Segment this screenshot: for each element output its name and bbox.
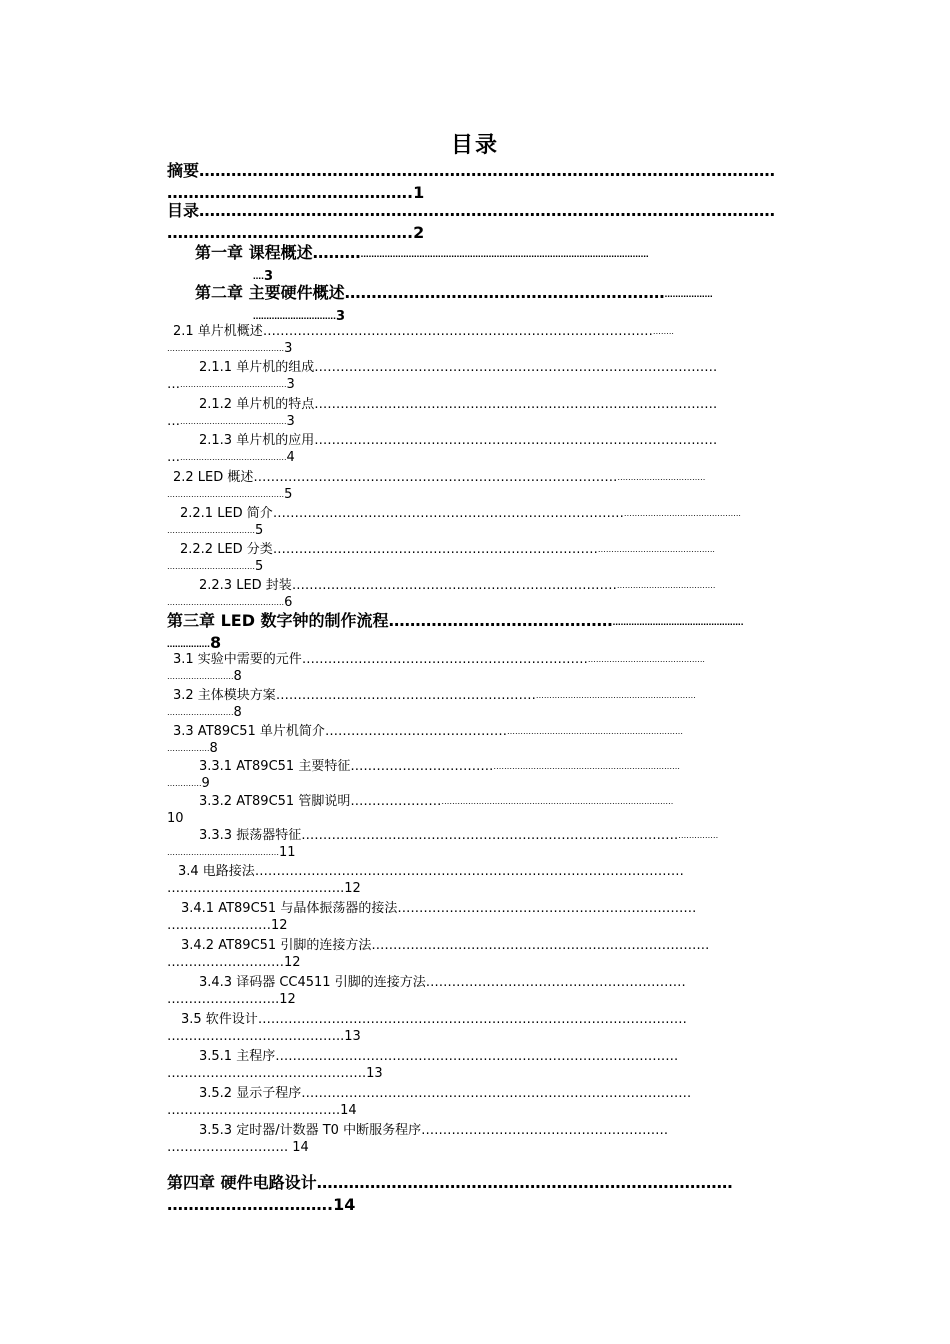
toc-entry-3-4-2[interactable]	[167, 934, 826, 970]
toc-leader: ……………………………………………………………………	[371, 938, 710, 953]
toc-entry-label: 第二章 主要硬件概述	[195, 283, 345, 302]
toc-leader: …………….	[167, 640, 211, 649]
toc-leader: ………………………………….	[180, 380, 287, 389]
toc-leader: ………………………	[167, 955, 284, 970]
toc-leader: ……………………………………..	[587, 655, 705, 664]
toc-entry-3-5-2[interactable]	[167, 1082, 827, 1118]
toc-leader: …………………………………………………………………………………	[314, 360, 718, 375]
toc-leader: …………………………………………………………….	[493, 762, 680, 771]
toc-entry-3-5-3[interactable]	[167, 1119, 824, 1155]
toc-leader: …………………………………………………………………………………	[275, 1049, 679, 1064]
toc-leader: ………………………………………	[167, 223, 407, 242]
toc-leader: …………….	[167, 744, 210, 753]
toc-leader: ………………………….	[253, 312, 337, 321]
toc-entry-2-2[interactable]	[167, 466, 833, 502]
toc-page-number: 8	[209, 741, 218, 756]
toc-page-number: .13	[362, 1066, 383, 1081]
toc-leader: ………………………………………………………………………………	[262, 324, 653, 339]
toc-entry-label: 2.1.1 单片机的组成	[199, 360, 315, 375]
toc-entry-label: 3.3 AT89C51 单片机简介	[173, 724, 325, 739]
toc-leader: ………………………………….	[180, 417, 287, 426]
toc-entry-label: 3.1 实验中需要的元件	[173, 652, 302, 667]
toc-leader: …………………………………………………………………………………	[314, 397, 718, 412]
toc-leader: …………………………………………………………	[301, 652, 588, 667]
toc-entry-2-2-3[interactable]	[167, 574, 829, 610]
toc-leader: ….	[253, 272, 265, 281]
toc-entry-label: 2.1.3 单片机的应用	[199, 433, 315, 448]
toc-leader: ……………………………………	[167, 848, 279, 857]
toc-leader: ……..	[652, 327, 674, 336]
toc-entry-label: 2.2.1 LED 简介	[180, 506, 273, 521]
toc-leader: ……………………………	[617, 473, 706, 482]
toc-leader: ……………………………………………………………………………	[301, 828, 679, 843]
toc-leader: ……………………………………..	[597, 545, 715, 554]
toc-leader: ……………………………………………………………………	[316, 1173, 733, 1192]
toc-leader: …………………………………	[167, 1103, 336, 1118]
toc-entry-2-1-2[interactable]	[167, 393, 831, 429]
toc-entry-contents[interactable]	[167, 198, 837, 242]
toc-leader: ………….	[167, 779, 202, 788]
toc-leader: ………………………………………	[167, 183, 407, 202]
toc-leader: ……………………………………..	[167, 490, 285, 499]
toc-leader: ………………………………………….	[612, 618, 744, 627]
toc-entry-3-3-1[interactable]	[167, 755, 829, 791]
toc-entry-3-5-1[interactable]	[167, 1045, 827, 1081]
toc-entry-label: 3.3.3 振荡器特征	[199, 828, 302, 843]
toc-page-number: 12	[344, 881, 361, 896]
toc-entry-label: 3.4.3 译码器 CC4511 引脚的连接方法	[199, 975, 426, 990]
toc-page-number: .14	[327, 1195, 356, 1214]
toc-entry-3-2[interactable]	[167, 684, 833, 720]
toc-page-number: 11	[279, 845, 296, 860]
toc-leader: …………………………………………………………………………………	[314, 433, 718, 448]
toc-leader: ……………………………………………………	[535, 691, 696, 700]
toc-leader: ……………………………………..	[167, 598, 285, 607]
toc-page-number: 12	[284, 955, 301, 970]
toc-entry-label: 2.2.2 LED 分类	[180, 542, 273, 557]
toc-entry-2-1-1[interactable]	[167, 356, 831, 392]
toc-leader: …………………………………………………………………	[272, 542, 598, 557]
toc-leader: ……………………………	[350, 759, 494, 774]
toc-entry-chapter-2[interactable]	[195, 280, 830, 324]
toc-entry-label: 3.5 软件设计	[181, 1012, 258, 1027]
toc-entry-chapter-4[interactable]	[167, 1170, 837, 1214]
toc-entry-label: 2.2.3 LED 封装	[199, 578, 292, 593]
toc-page-number: 3	[336, 309, 346, 324]
toc-leader: ……………………………………..	[623, 509, 741, 518]
toc-page-number: 13	[344, 1029, 361, 1044]
toc-entry-label: 3.2 主体模块方案	[173, 688, 276, 703]
toc-entry-2-2-2[interactable]	[167, 538, 835, 574]
toc-entry-abstract[interactable]	[167, 158, 837, 202]
toc-entry-3-3-3[interactable]	[167, 824, 829, 860]
toc-entry-label: 3.5.2 显示子程序	[199, 1086, 302, 1101]
toc-leader: ……………………………………………………………	[397, 901, 697, 916]
toc-entry-label: 2.1.2 单片机的特点	[199, 397, 315, 412]
toc-leader: ……………………………………………………	[425, 975, 686, 990]
toc-leader: …………………………………..	[167, 1029, 345, 1044]
toc-leader: ……………………………………	[388, 611, 613, 630]
toc-leader: ……………………………………	[324, 724, 507, 739]
toc-leader: ………………………………………………………………………	[272, 506, 624, 521]
toc-page-number: 8	[210, 633, 222, 652]
toc-page-number: 10	[167, 811, 184, 826]
toc-entry-3-3[interactable]	[167, 720, 833, 756]
toc-page-number: 3	[284, 341, 293, 356]
toc-entry-label: 第一章 课程概述	[195, 243, 313, 262]
toc-leader: ……………………………………..	[167, 344, 285, 353]
toc-leader: ……………	[678, 831, 719, 840]
toc-leader: ………………………………………………………………………………………………	[199, 161, 776, 180]
toc-leader: ………………………………………	[167, 1066, 362, 1081]
toc-page-number: 3	[286, 377, 295, 392]
toc-leader: …	[167, 450, 180, 465]
toc-entry-3-5[interactable]	[167, 1008, 833, 1044]
toc-page-number: 3	[286, 414, 295, 429]
toc-entry-label: 2.1 单片机概述	[173, 324, 263, 339]
toc-page-number: 6	[284, 595, 293, 610]
toc-leader: ……………………………………………………	[275, 688, 536, 703]
toc-entry-label: 3.3.1 AT89C51 主要特征	[199, 759, 351, 774]
toc-entry-3-4[interactable]	[167, 860, 833, 896]
toc-leader: …………………	[350, 794, 442, 809]
toc-leader: …………………………………………………	[421, 1123, 669, 1138]
toc-leader: ………………………………………………………………………………………………	[199, 201, 776, 220]
toc-leader: ………………………………….	[180, 453, 287, 462]
toc-page-number: 12	[271, 918, 288, 933]
toc-leader: …………………….	[167, 708, 234, 717]
toc-page-number: 5	[255, 523, 264, 538]
toc-leader: ………………………………………………………………………………………………	[360, 250, 649, 259]
toc-entry-label: 第三章 LED 数字钟的制作流程	[167, 611, 389, 630]
toc-entry-label: 3.5.3 定时器/计数器 T0 中断服务程序	[199, 1123, 422, 1138]
toc-page-number: .2	[407, 223, 425, 242]
toc-page-number: .14	[336, 1103, 357, 1118]
toc-leader: …	[167, 414, 180, 429]
toc-entry-label: 3.5.1 主程序	[199, 1049, 276, 1064]
toc-page-number: 4	[286, 450, 295, 465]
toc-leader: ……………………………………………………………………………	[441, 797, 674, 806]
toc-leader: …………………………………………………………	[506, 727, 683, 736]
toc-entry-label: 第四章 硬件电路设计	[167, 1173, 317, 1192]
toc-page-number: 8	[233, 669, 242, 684]
toc-entry-2-1[interactable]	[167, 320, 837, 356]
toc-entry-3-1[interactable]	[167, 648, 833, 684]
toc-leader: …………………………………..	[167, 881, 345, 896]
toc-leader: ……………………………	[167, 562, 255, 571]
toc-entry-label: 3.3.2 AT89C51 管脚说明	[199, 794, 351, 809]
toc-leader: ………………	[664, 290, 713, 299]
page-title: 目录	[450, 133, 499, 158]
toc-entry-2-2-1[interactable]	[167, 502, 830, 538]
toc-page-number: .1	[407, 183, 425, 202]
toc-entry-3-3-2[interactable]	[167, 790, 839, 826]
toc-page-number: 8	[233, 705, 242, 720]
toc-entry-3-4-1[interactable]	[167, 897, 826, 933]
toc-leader: ………………………………………………………………………………	[301, 1086, 692, 1101]
toc-page-number: 9	[201, 776, 210, 791]
toc-page-number: 5	[284, 487, 293, 502]
toc-entry-label: 摘要	[167, 161, 200, 180]
toc-entry-chapter-1[interactable]	[195, 240, 815, 284]
toc-page-number: . 14	[284, 1140, 309, 1155]
toc-leader: …………………….	[167, 672, 234, 681]
toc-entry-3-4-3[interactable]	[167, 971, 824, 1007]
toc-entry-label: 3.4 电路接法	[178, 864, 255, 879]
toc-page-number: 3	[264, 269, 274, 284]
toc-leader: ………………………	[167, 1140, 284, 1155]
toc-leader: ……………………	[167, 918, 271, 933]
toc-page-number: 12	[279, 992, 296, 1007]
toc-entry-chapter-3[interactable]	[167, 608, 837, 652]
toc-entry-label: 目录	[167, 201, 200, 220]
toc-leader: ……………………..	[167, 992, 280, 1007]
toc-leader: …	[167, 377, 180, 392]
toc-entry-label: 3.4.1 AT89C51 与晶体振荡器的接法	[181, 901, 398, 916]
toc-leader: ………	[312, 243, 361, 262]
toc-leader: …………………………………………………………………………	[253, 470, 618, 485]
toc-leader: ……………………………….	[616, 581, 716, 590]
toc-entry-label: 2.2 LED 概述	[173, 470, 254, 485]
toc-leader: …………………………	[167, 1195, 327, 1214]
toc-leader: ………………………………………………………………………………………	[254, 864, 684, 879]
toc-entry-2-1-3[interactable]	[167, 429, 831, 465]
toc-entry-label: 3.4.2 AT89C51 引脚的连接方法	[181, 938, 372, 953]
toc-page-number: 5	[255, 559, 264, 574]
toc-leader: ……………………………………………………	[344, 283, 665, 302]
toc-leader: …………………………………………………………………	[291, 578, 617, 593]
toc-leader: ………………………………………………………………………………………	[257, 1012, 687, 1027]
toc-leader: ……………………………	[167, 526, 255, 535]
